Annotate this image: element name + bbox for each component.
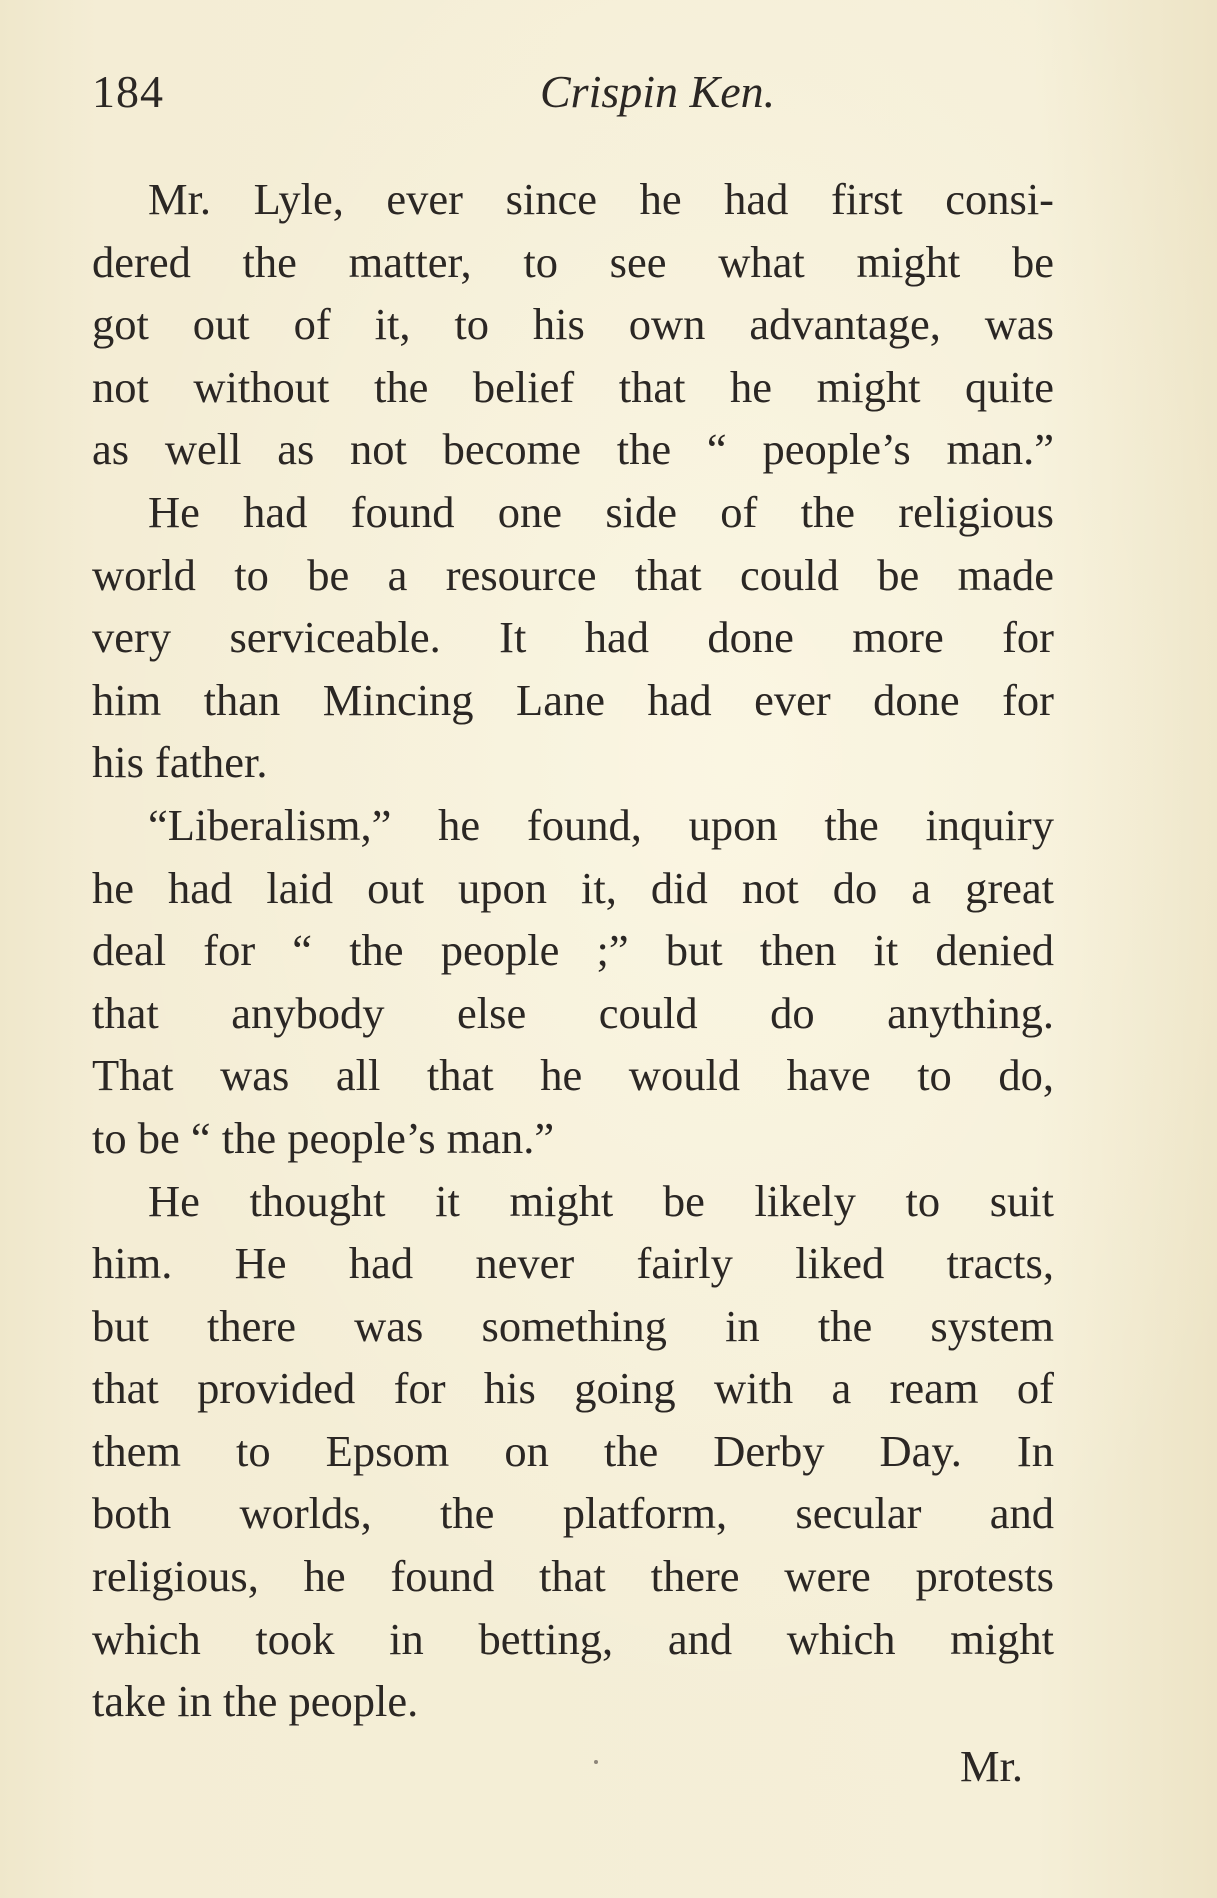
text-line: not without the belief that he might quite (92, 361, 1054, 412)
body-text (92, 168, 1054, 1733)
text-line: He had found one side of the religious (148, 486, 1054, 537)
text-line: “Liberalism,” he found, upon the inquiry (148, 799, 1054, 850)
text-line: as well as not become the “ people’s man.” (92, 424, 1054, 475)
text-line: him. He had never fairly liked tracts, (92, 1238, 1054, 1289)
text-line: them to Epsom on the Derby Day. In (92, 1425, 1054, 1476)
text-line: him than Mincing Lane had ever done for (92, 674, 1054, 725)
text-line: deal for “ the people ;” but then it denied (92, 925, 1054, 976)
text-line: he had laid out upon it, did not do a great (92, 862, 1054, 913)
text-line: That was all that he would have to do, (92, 1050, 1054, 1101)
page-header (92, 62, 1152, 122)
text-line: Mr. Lyle, ever since he had first consi- (148, 174, 1054, 224)
text-line: religious, he found that there were protests (92, 1551, 1054, 1602)
text-line: take in the people. (92, 1676, 419, 1727)
text-line: dered the matter, to see what might be (92, 236, 1054, 287)
text-line: which took in betting, and which might (92, 1613, 1054, 1664)
text-line: got out of it, to his own advantage, was (92, 299, 1054, 350)
paper-speck (594, 1760, 598, 1764)
text-line: that anybody else could do anything. (92, 987, 1054, 1038)
text-line: He thought it might be likely to suit (148, 1175, 1054, 1226)
catchword: Mr. (960, 1741, 1024, 1791)
running-title: Crispin Ken. (540, 66, 776, 117)
text-line: his father. (92, 737, 268, 788)
text-line: but there was something in the system (92, 1300, 1054, 1351)
text-line: to be “ the people’s man.” (92, 1112, 555, 1163)
page-number: 184 (92, 66, 164, 117)
text-line: both worlds, the platform, secular and (92, 1488, 1054, 1539)
text-line: very serviceable. It had done more for (92, 612, 1054, 663)
text-line: that provided for his going with a ream of (92, 1363, 1054, 1414)
text-line: world to be a resource that could be made (92, 549, 1054, 600)
